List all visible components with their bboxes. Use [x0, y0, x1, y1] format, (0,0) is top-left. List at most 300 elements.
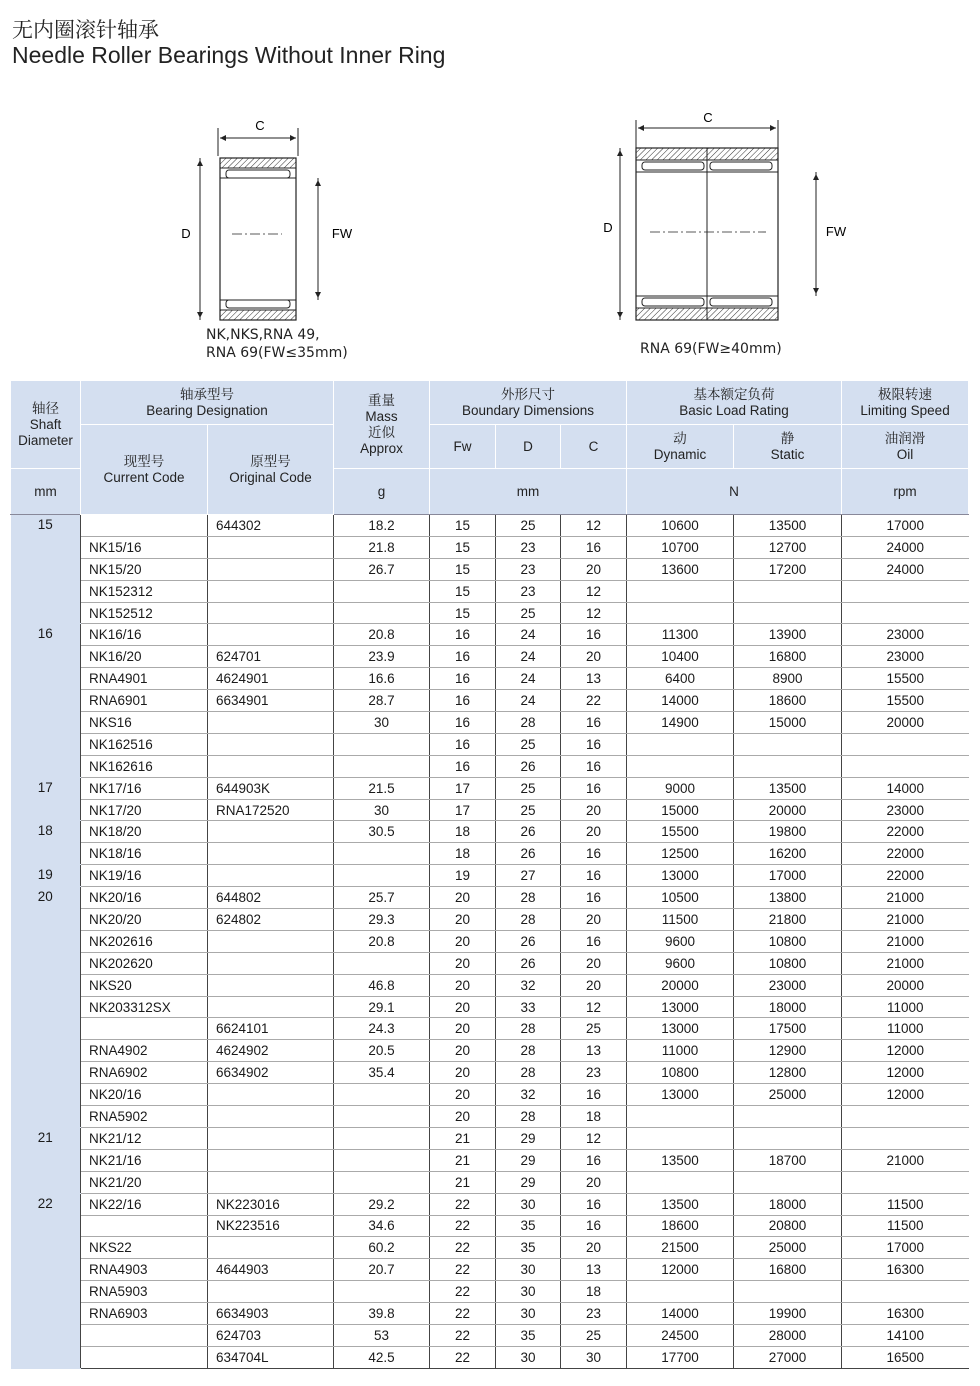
cell-static-load: 25000 [734, 1084, 842, 1106]
unit-dims-mm: mm [430, 469, 627, 515]
cell-oil-speed: 16300 [842, 1303, 969, 1325]
cell-oil-speed: 24000 [842, 558, 969, 580]
cell-fw: 16 [430, 624, 496, 646]
cell-mass [334, 1106, 430, 1128]
cell-mass: 20.8 [334, 624, 430, 646]
cell-mass [334, 1149, 430, 1171]
cell-dynamic-load: 18600 [627, 1215, 734, 1237]
cell-oil-speed [842, 733, 969, 755]
table-row [11, 952, 969, 974]
cell-original-code: 624703 [208, 1324, 334, 1346]
cell-shaft-diameter: 16 [11, 624, 81, 777]
cell-current-code: RNA4901 [81, 668, 208, 690]
cell-c: 25 [561, 1324, 627, 1346]
cell-c: 16 [561, 1193, 627, 1215]
cell-original-code [208, 755, 334, 777]
cell-oil-speed: 12000 [842, 1040, 969, 1062]
cell-static-load: 17000 [734, 865, 842, 887]
cell-original-code [208, 996, 334, 1018]
cell-fw: 22 [430, 1237, 496, 1259]
header-original-code: 原型号 Original Code [208, 425, 334, 515]
cell-original-code: 4644903 [208, 1259, 334, 1281]
cell-current-code: RNA4903 [81, 1259, 208, 1281]
cell-d: 26 [496, 930, 561, 952]
cell-oil-speed: 11500 [842, 1215, 969, 1237]
cell-c: 16 [561, 536, 627, 558]
cell-oil-speed: 20000 [842, 712, 969, 734]
cell-dynamic-load: 10800 [627, 1062, 734, 1084]
cell-static-load: 28000 [734, 1324, 842, 1346]
cell-c: 13 [561, 1259, 627, 1281]
table-row [11, 515, 969, 537]
cell-original-code: 624802 [208, 909, 334, 931]
cell-current-code: NK162616 [81, 755, 208, 777]
cell-dynamic-load: 10700 [627, 536, 734, 558]
cell-d: 29 [496, 1127, 561, 1149]
table-row [11, 1259, 969, 1281]
dim-label-fw: FW [825, 224, 847, 239]
cell-fw: 17 [430, 799, 496, 821]
cell-mass: 23.9 [334, 646, 430, 668]
cell-oil-speed: 21000 [842, 909, 969, 931]
cell-current-code: NKS16 [81, 712, 208, 734]
cell-mass: 42.5 [334, 1346, 430, 1368]
header-oil: 油润滑 Oil [842, 425, 969, 469]
cell-static-load: 20000 [734, 799, 842, 821]
cell-mass: 39.8 [334, 1303, 430, 1325]
cell-shaft-diameter: 20 [11, 887, 81, 1128]
cell-fw: 15 [430, 536, 496, 558]
cell-original-code [208, 1281, 334, 1303]
cell-c: 16 [561, 1215, 627, 1237]
cell-d: 35 [496, 1237, 561, 1259]
table-row [11, 930, 969, 952]
cell-original-code [208, 1084, 334, 1106]
cell-dynamic-load: 10500 [627, 887, 734, 909]
cell-fw: 15 [430, 580, 496, 602]
cell-original-code [208, 733, 334, 755]
table-row [11, 580, 969, 602]
cell-current-code: RNA5902 [81, 1106, 208, 1128]
header-d: D [496, 425, 561, 469]
cell-fw: 19 [430, 865, 496, 887]
cell-original-code: 644802 [208, 887, 334, 909]
cell-current-code: NK20/20 [81, 909, 208, 931]
cell-current-code: NK19/16 [81, 865, 208, 887]
cell-current-code [81, 1346, 208, 1368]
cell-oil-speed: 22000 [842, 865, 969, 887]
table-row [11, 733, 969, 755]
dim-label-d: D [181, 226, 191, 241]
cell-current-code [81, 515, 208, 537]
cell-shaft-diameter: 22 [11, 1193, 81, 1368]
cell-mass [334, 1127, 430, 1149]
cell-static-load: 20800 [734, 1215, 842, 1237]
cell-oil-speed [842, 755, 969, 777]
cell-original-code: 634704L [208, 1346, 334, 1368]
cell-c: 25 [561, 1018, 627, 1040]
cell-mass: 18.2 [334, 515, 430, 537]
cell-static-load [734, 580, 842, 602]
cell-mass: 24.3 [334, 1018, 430, 1040]
cell-c: 23 [561, 1062, 627, 1084]
cell-d: 28 [496, 712, 561, 734]
table-row [11, 1149, 969, 1171]
cell-oil-speed: 15500 [842, 690, 969, 712]
cell-d: 29 [496, 1171, 561, 1193]
cell-fw: 21 [430, 1149, 496, 1171]
cell-mass: 29.1 [334, 996, 430, 1018]
cell-current-code: RNA6902 [81, 1062, 208, 1084]
cell-fw: 20 [430, 1084, 496, 1106]
cell-oil-speed [842, 1281, 969, 1303]
cell-dynamic-load: 10400 [627, 646, 734, 668]
table-row [11, 1062, 969, 1084]
table-row [11, 1324, 969, 1346]
cell-d: 25 [496, 515, 561, 537]
cell-c: 16 [561, 777, 627, 799]
cell-dynamic-load: 21500 [627, 1237, 734, 1259]
cell-oil-speed: 17000 [842, 515, 969, 537]
cell-mass: 16.6 [334, 668, 430, 690]
cell-d: 25 [496, 733, 561, 755]
cell-static-load: 12700 [734, 536, 842, 558]
table-row [11, 1018, 969, 1040]
cell-mass [334, 1171, 430, 1193]
dim-label-c: C [255, 118, 265, 133]
table-row [11, 558, 969, 580]
cell-d: 28 [496, 887, 561, 909]
cell-current-code [81, 1324, 208, 1346]
cell-d: 23 [496, 558, 561, 580]
header-mass: 重量 Mass 近似 Approx [334, 381, 430, 469]
cell-c: 16 [561, 733, 627, 755]
cell-dynamic-load: 13600 [627, 558, 734, 580]
cell-dynamic-load: 13000 [627, 996, 734, 1018]
cell-static-load [734, 1171, 842, 1193]
table-row [11, 799, 969, 821]
cell-static-load: 23000 [734, 974, 842, 996]
cell-oil-speed: 23000 [842, 624, 969, 646]
cell-mass: 20.7 [334, 1259, 430, 1281]
cell-dynamic-load: 20000 [627, 974, 734, 996]
dim-label-fw: FW [331, 226, 353, 241]
table-body [11, 515, 969, 1369]
cell-static-load: 18000 [734, 996, 842, 1018]
cell-d: 23 [496, 536, 561, 558]
table-row [11, 602, 969, 624]
cell-dynamic-load: 13000 [627, 1084, 734, 1106]
cell-oil-speed [842, 1127, 969, 1149]
cell-current-code: NKS22 [81, 1237, 208, 1259]
header-limiting-speed: 极限转速 Limiting Speed [842, 381, 969, 425]
cell-dynamic-load [627, 580, 734, 602]
cell-current-code: NK21/20 [81, 1171, 208, 1193]
cell-original-code: NK223016 [208, 1193, 334, 1215]
unit-load-n: N [627, 469, 842, 515]
cell-original-code: 4624902 [208, 1040, 334, 1062]
cell-mass [334, 952, 430, 974]
cell-current-code: NK15/20 [81, 558, 208, 580]
cell-d: 28 [496, 1040, 561, 1062]
cell-c: 16 [561, 755, 627, 777]
cell-dynamic-load: 11500 [627, 909, 734, 931]
cell-mass [334, 580, 430, 602]
page-title-chinese: 无内圈滚针轴承 [12, 18, 159, 42]
cell-dynamic-load [627, 733, 734, 755]
dim-label-c: C [703, 110, 713, 125]
table-row [11, 668, 969, 690]
cell-c: 16 [561, 712, 627, 734]
cell-static-load: 16800 [734, 646, 842, 668]
dim-label-d: D [603, 220, 613, 235]
cell-current-code: RNA5903 [81, 1281, 208, 1303]
cell-current-code: NK20/16 [81, 887, 208, 909]
cell-c: 16 [561, 887, 627, 909]
cell-original-code: 6634902 [208, 1062, 334, 1084]
cell-oil-speed: 14100 [842, 1324, 969, 1346]
cell-fw: 20 [430, 1106, 496, 1128]
cell-fw: 20 [430, 1062, 496, 1084]
cell-d: 25 [496, 799, 561, 821]
table-row [11, 1346, 969, 1368]
cell-static-load: 25000 [734, 1237, 842, 1259]
cell-fw: 22 [430, 1193, 496, 1215]
cell-dynamic-load: 13000 [627, 865, 734, 887]
cell-static-load: 12800 [734, 1062, 842, 1084]
cell-oil-speed: 23000 [842, 799, 969, 821]
header-shaft-diameter: 轴径 Shaft Diameter [11, 381, 81, 469]
cell-fw: 20 [430, 909, 496, 931]
cell-fw: 16 [430, 712, 496, 734]
cell-d: 30 [496, 1346, 561, 1368]
cell-dynamic-load: 9600 [627, 952, 734, 974]
cell-oil-speed: 21000 [842, 930, 969, 952]
cell-fw: 15 [430, 602, 496, 624]
cell-d: 24 [496, 624, 561, 646]
cell-d: 32 [496, 1084, 561, 1106]
table-row [11, 536, 969, 558]
cell-dynamic-load: 15500 [627, 821, 734, 843]
cell-static-load [734, 1127, 842, 1149]
cell-c: 30 [561, 1346, 627, 1368]
cell-original-code [208, 712, 334, 734]
cell-static-load: 16200 [734, 843, 842, 865]
cell-current-code: NK16/20 [81, 646, 208, 668]
cell-dynamic-load: 6400 [627, 668, 734, 690]
cell-oil-speed: 16300 [842, 1259, 969, 1281]
cell-oil-speed [842, 580, 969, 602]
cell-static-load: 18700 [734, 1149, 842, 1171]
cell-original-code [208, 1106, 334, 1128]
table-row [11, 1127, 969, 1149]
page-title-english: Needle Roller Bearings Without Inner Ring [12, 42, 446, 68]
cell-oil-speed: 15500 [842, 668, 969, 690]
cell-original-code [208, 1127, 334, 1149]
cell-c: 20 [561, 558, 627, 580]
cell-current-code: NKS20 [81, 974, 208, 996]
header-basic-load-rating: 基本额定负荷 Basic Load Rating [627, 381, 842, 425]
cell-fw: 22 [430, 1281, 496, 1303]
cell-c: 18 [561, 1281, 627, 1303]
cell-current-code: NK152312 [81, 580, 208, 602]
header-c: C [561, 425, 627, 469]
cell-d: 33 [496, 996, 561, 1018]
table-row [11, 821, 969, 843]
cell-d: 27 [496, 865, 561, 887]
cell-d: 30 [496, 1303, 561, 1325]
cell-mass [334, 755, 430, 777]
table-row [11, 1281, 969, 1303]
cell-d: 35 [496, 1324, 561, 1346]
table-row [11, 624, 969, 646]
cell-fw: 20 [430, 1018, 496, 1040]
cell-fw: 18 [430, 843, 496, 865]
cell-original-code: 644903K [208, 777, 334, 799]
cell-original-code [208, 536, 334, 558]
double-row-bearing-diagram [590, 108, 860, 338]
cell-static-load: 13900 [734, 624, 842, 646]
cell-static-load: 19800 [734, 821, 842, 843]
table-row [11, 1084, 969, 1106]
cell-current-code: NK21/16 [81, 1149, 208, 1171]
cell-static-load: 18600 [734, 690, 842, 712]
cell-current-code: NK22/16 [81, 1193, 208, 1215]
cell-shaft-diameter: 15 [11, 515, 81, 624]
cell-original-code: 644302 [208, 515, 334, 537]
cell-c: 16 [561, 865, 627, 887]
cell-oil-speed: 21000 [842, 887, 969, 909]
cell-c: 23 [561, 1303, 627, 1325]
left-diagram-caption: NK,NKS,RNA 49, RNA 69(FW≤35mm) [206, 327, 348, 361]
cell-c: 13 [561, 668, 627, 690]
cell-dynamic-load [627, 1171, 734, 1193]
cell-shaft-diameter: 17 [11, 777, 81, 821]
header-fw: Fw [430, 425, 496, 469]
cell-dynamic-load: 14900 [627, 712, 734, 734]
cell-mass: 53 [334, 1324, 430, 1346]
cell-current-code: NK18/16 [81, 843, 208, 865]
cell-oil-speed [842, 1106, 969, 1128]
cell-c: 16 [561, 624, 627, 646]
cell-dynamic-load: 9000 [627, 777, 734, 799]
cell-fw: 21 [430, 1127, 496, 1149]
cell-static-load: 13800 [734, 887, 842, 909]
cell-original-code: 6634903 [208, 1303, 334, 1325]
table-row [11, 646, 969, 668]
cell-c: 16 [561, 1084, 627, 1106]
cell-fw: 21 [430, 1171, 496, 1193]
table-row [11, 1106, 969, 1128]
cell-mass: 30 [334, 712, 430, 734]
cell-c: 16 [561, 843, 627, 865]
cell-fw: 22 [430, 1346, 496, 1368]
cell-c: 20 [561, 1171, 627, 1193]
cell-original-code [208, 930, 334, 952]
cell-c: 20 [561, 909, 627, 931]
cell-d: 28 [496, 909, 561, 931]
cell-fw: 18 [430, 821, 496, 843]
cell-dynamic-load: 13500 [627, 1149, 734, 1171]
right-diagram-caption: RNA 69(FW≥40mm) [640, 341, 782, 357]
cell-static-load [734, 733, 842, 755]
cell-static-load: 13500 [734, 515, 842, 537]
cell-shaft-diameter: 21 [11, 1127, 81, 1193]
cell-mass: 21.8 [334, 536, 430, 558]
cell-fw: 16 [430, 733, 496, 755]
cell-static-load: 19900 [734, 1303, 842, 1325]
cell-oil-speed: 14000 [842, 777, 969, 799]
cell-fw: 16 [430, 646, 496, 668]
cell-oil-speed: 12000 [842, 1062, 969, 1084]
cell-current-code: RNA6901 [81, 690, 208, 712]
cell-d: 35 [496, 1215, 561, 1237]
cell-original-code [208, 821, 334, 843]
cell-d: 28 [496, 1018, 561, 1040]
cell-current-code [81, 1018, 208, 1040]
cell-c: 20 [561, 952, 627, 974]
table-row [11, 1303, 969, 1325]
header-bearing-designation: 轴承型号 Bearing Designation [81, 381, 334, 425]
header-current-code: 现型号 Current Code [81, 425, 208, 515]
cell-d: 26 [496, 755, 561, 777]
cell-c: 12 [561, 996, 627, 1018]
cell-oil-speed: 21000 [842, 952, 969, 974]
cell-mass [334, 1281, 430, 1303]
cell-original-code [208, 843, 334, 865]
cell-dynamic-load: 10600 [627, 515, 734, 537]
cell-d: 23 [496, 580, 561, 602]
cell-c: 20 [561, 974, 627, 996]
table-row [11, 887, 969, 909]
cell-fw: 22 [430, 1215, 496, 1237]
cell-c: 20 [561, 799, 627, 821]
cell-dynamic-load: 24500 [627, 1324, 734, 1346]
cell-fw: 17 [430, 777, 496, 799]
cell-dynamic-load [627, 602, 734, 624]
table-row [11, 974, 969, 996]
cell-d: 26 [496, 843, 561, 865]
cell-dynamic-load: 17700 [627, 1346, 734, 1368]
cell-static-load: 13500 [734, 777, 842, 799]
cell-fw: 16 [430, 755, 496, 777]
cell-oil-speed: 11000 [842, 996, 969, 1018]
table-row [11, 690, 969, 712]
table-row [11, 777, 969, 799]
cell-dynamic-load: 11300 [627, 624, 734, 646]
cell-d: 25 [496, 777, 561, 799]
cell-current-code: NK162516 [81, 733, 208, 755]
cell-static-load [734, 1281, 842, 1303]
cell-current-code: RNA6903 [81, 1303, 208, 1325]
cell-original-code [208, 1149, 334, 1171]
cell-fw: 15 [430, 515, 496, 537]
cell-dynamic-load: 14000 [627, 690, 734, 712]
cell-current-code: NK152512 [81, 602, 208, 624]
cell-fw: 16 [430, 690, 496, 712]
cell-dynamic-load: 9600 [627, 930, 734, 952]
cell-oil-speed: 22000 [842, 821, 969, 843]
cell-mass [334, 865, 430, 887]
table-row [11, 712, 969, 734]
cell-static-load: 15000 [734, 712, 842, 734]
cell-dynamic-load [627, 1281, 734, 1303]
cell-mass: 30 [334, 799, 430, 821]
cell-fw: 20 [430, 930, 496, 952]
cell-current-code: NK21/12 [81, 1127, 208, 1149]
table-row [11, 996, 969, 1018]
cell-c: 16 [561, 1149, 627, 1171]
